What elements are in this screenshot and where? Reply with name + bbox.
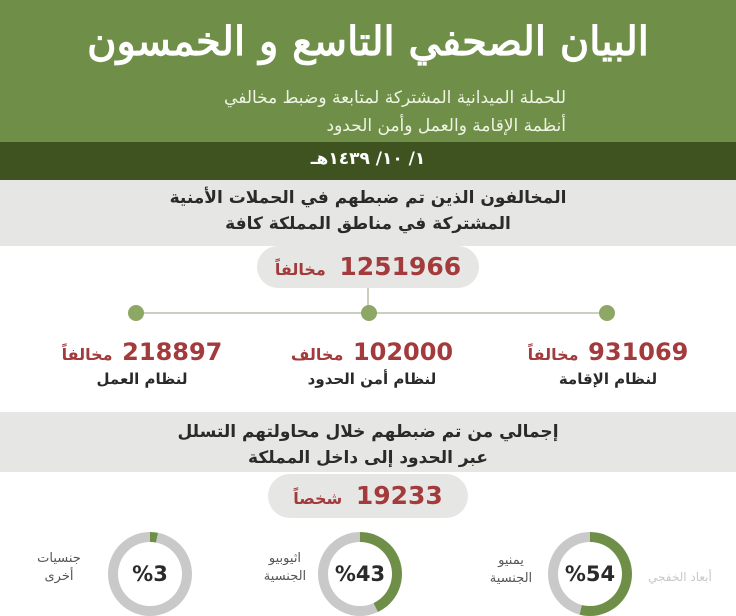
nationality-name: جنسيات: [37, 551, 81, 566]
nationality-label-ethiopian: [250, 550, 320, 586]
breakdown-unit: مخالف: [290, 345, 344, 364]
ring-percent: %43: [328, 542, 392, 606]
breakdown-labor: [32, 338, 252, 388]
subtitle-line-2: أنظمة الإقامة والعمل وأمن الحدود: [326, 116, 566, 136]
infiltration-total-value: 19233: [355, 481, 443, 510]
breakdown-label: لنظام الإقامة: [558, 370, 658, 388]
breakdown-value: 931069: [588, 338, 689, 366]
breakdown-label: لنظام العمل: [96, 370, 188, 388]
nationality-ring-other: [108, 532, 192, 616]
infiltration-total-badge: [268, 474, 468, 518]
nationality-label-other: [24, 550, 94, 586]
statement-date: ١/ ١٠/ ١٤٣٩هـ: [310, 149, 426, 169]
breakdown-value: 102000: [352, 338, 454, 366]
nationality-name: يمنيو: [498, 553, 524, 568]
breakdown-border-security: [262, 338, 482, 388]
nationality-name: اثيوبيو: [268, 551, 302, 566]
tree-node-dot: [599, 305, 615, 321]
nationality-suffix: أخرى: [44, 569, 74, 584]
nationality-ring-ethiopian: [318, 532, 402, 616]
violators-heading-line-2: المشتركة في مناطق المملكة كافة: [225, 214, 511, 234]
infiltration-total-unit: شخصاً: [293, 489, 343, 508]
breakdown-unit: مخالفاً: [61, 345, 113, 364]
breakdown-label: لنظام أمن الحدود: [307, 370, 437, 388]
nationality-label-yemeni: [476, 552, 546, 588]
nationality-suffix: الجنسية: [263, 569, 307, 584]
violators-total-badge: [257, 246, 479, 288]
tree-node-dot: [361, 305, 377, 321]
nationality-suffix: الجنسية: [489, 571, 533, 586]
breakdown-residency: [498, 338, 718, 388]
breakdown-unit: مخالفاً: [527, 345, 579, 364]
infiltration-heading-line-1: إجمالي من تم ضبطهم خلال محاولتهم التسلل: [177, 422, 559, 442]
violators-total-value: 1251966: [339, 252, 462, 281]
ring-percent: %54: [558, 542, 622, 606]
subtitle-line-1: للحملة الميدانية المشتركة لمتابعة وضبط مخالفي: [224, 88, 566, 108]
tree-node-dot: [128, 305, 144, 321]
breakdown-value: 218897: [122, 338, 223, 366]
violators-total-unit: مخالفاً: [274, 260, 326, 279]
page-title: البيان الصحفي التاسع و الخمسون: [87, 18, 649, 65]
nationality-ring-yemeni: [548, 532, 632, 616]
violators-heading-line-1: المخالفون الذين تم ضبطهم في الحملات الأمنية: [169, 188, 567, 208]
ring-percent: %3: [118, 542, 182, 606]
watermark-text: أبعاد الخفجي: [648, 570, 712, 584]
infiltration-heading-line-2: عبر الحدود إلى داخل المملكة: [248, 448, 488, 468]
